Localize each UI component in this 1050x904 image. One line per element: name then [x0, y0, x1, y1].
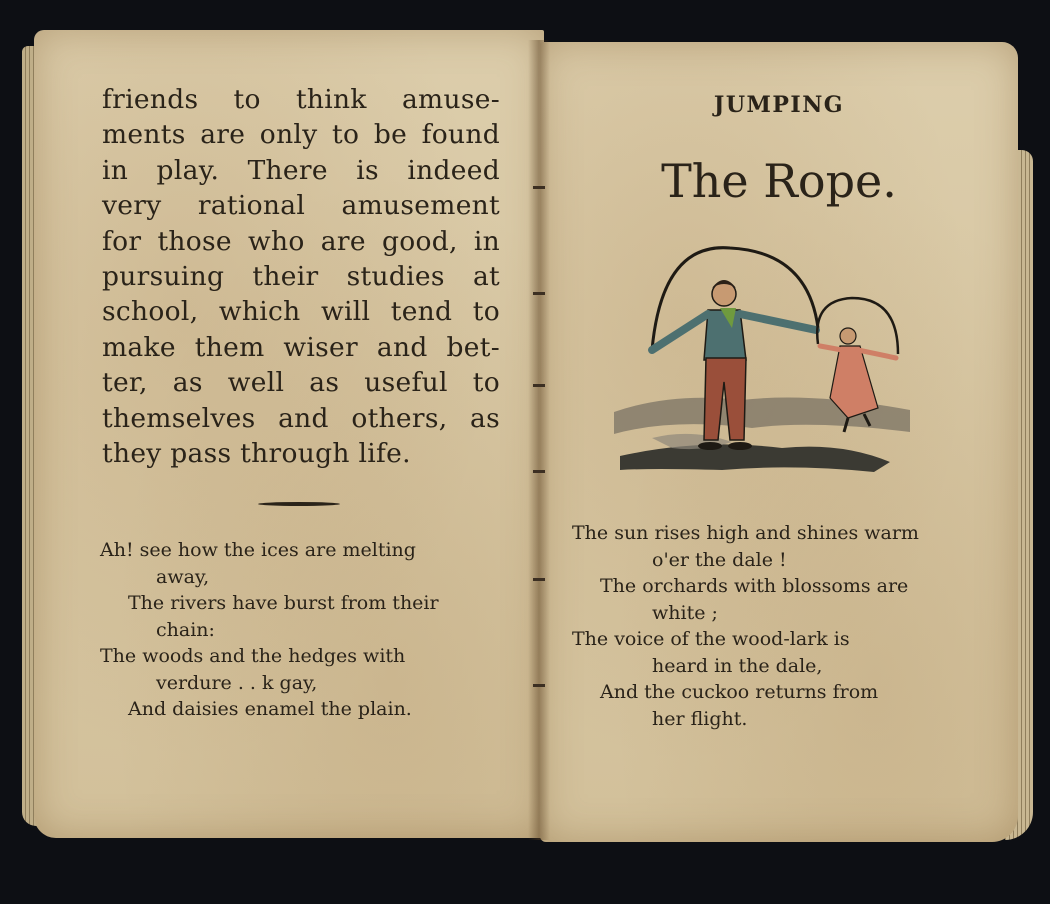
poem-line: heard in the dale,: [652, 654, 823, 677]
poem-line: The sun rises high and shines warm: [572, 522, 919, 544]
poem-line: The rivers have burst from their: [128, 592, 439, 614]
left-prose-paragraph: [102, 82, 500, 471]
section-divider-rule: [258, 502, 340, 506]
prose-line: themselves and others, as: [102, 402, 500, 434]
prose-line: pursuing their studies at: [102, 261, 500, 293]
binding-stitch: [533, 292, 545, 295]
binding-stitch: [533, 384, 545, 387]
poem-line: Ah! see how the ices are melting: [100, 539, 416, 561]
poem-line: away,: [156, 565, 210, 588]
poem-line: The voice of the wood-lark is: [572, 628, 850, 650]
chapter-heading-small: JUMPING: [713, 92, 845, 118]
binding-stitch: [533, 578, 545, 581]
prose-line: make them wiser and bet-: [102, 331, 500, 363]
prose-line: for those who are good, in: [102, 225, 500, 257]
poem-line: white ;: [652, 601, 718, 624]
left-poem: [100, 537, 439, 723]
poem-line: verdure . . k gay,: [156, 671, 318, 694]
prose-line: in play. There is indeed: [102, 154, 500, 186]
poem-line: And daisies enamel the plain.: [128, 698, 412, 720]
prose-line: friends to think amuse-: [102, 84, 500, 115]
prose-line: school, which will tend to: [102, 296, 500, 328]
binding-stitch: [533, 470, 545, 473]
prose-line: ments are only to be found: [102, 119, 500, 151]
prose-line: ter, as well as useful to: [102, 367, 500, 399]
poem-line: her flight.: [652, 707, 748, 730]
prose-line: very rational amusement: [102, 190, 500, 222]
poem-line: chain:: [156, 618, 215, 641]
poem-line: o'er the dale !: [652, 548, 787, 571]
poem-line: And the cuckoo returns from: [600, 681, 879, 703]
chapter-heading-large: The Rope.: [661, 154, 897, 208]
jump-rope-illustration: [612, 242, 912, 482]
prose-line: they pass through life.: [102, 438, 411, 470]
binding-stitch: [533, 684, 545, 687]
poem-line: The woods and the hedges with: [100, 645, 406, 667]
poem-line: The orchards with blossoms are: [600, 575, 909, 597]
right-poem: [572, 520, 919, 732]
